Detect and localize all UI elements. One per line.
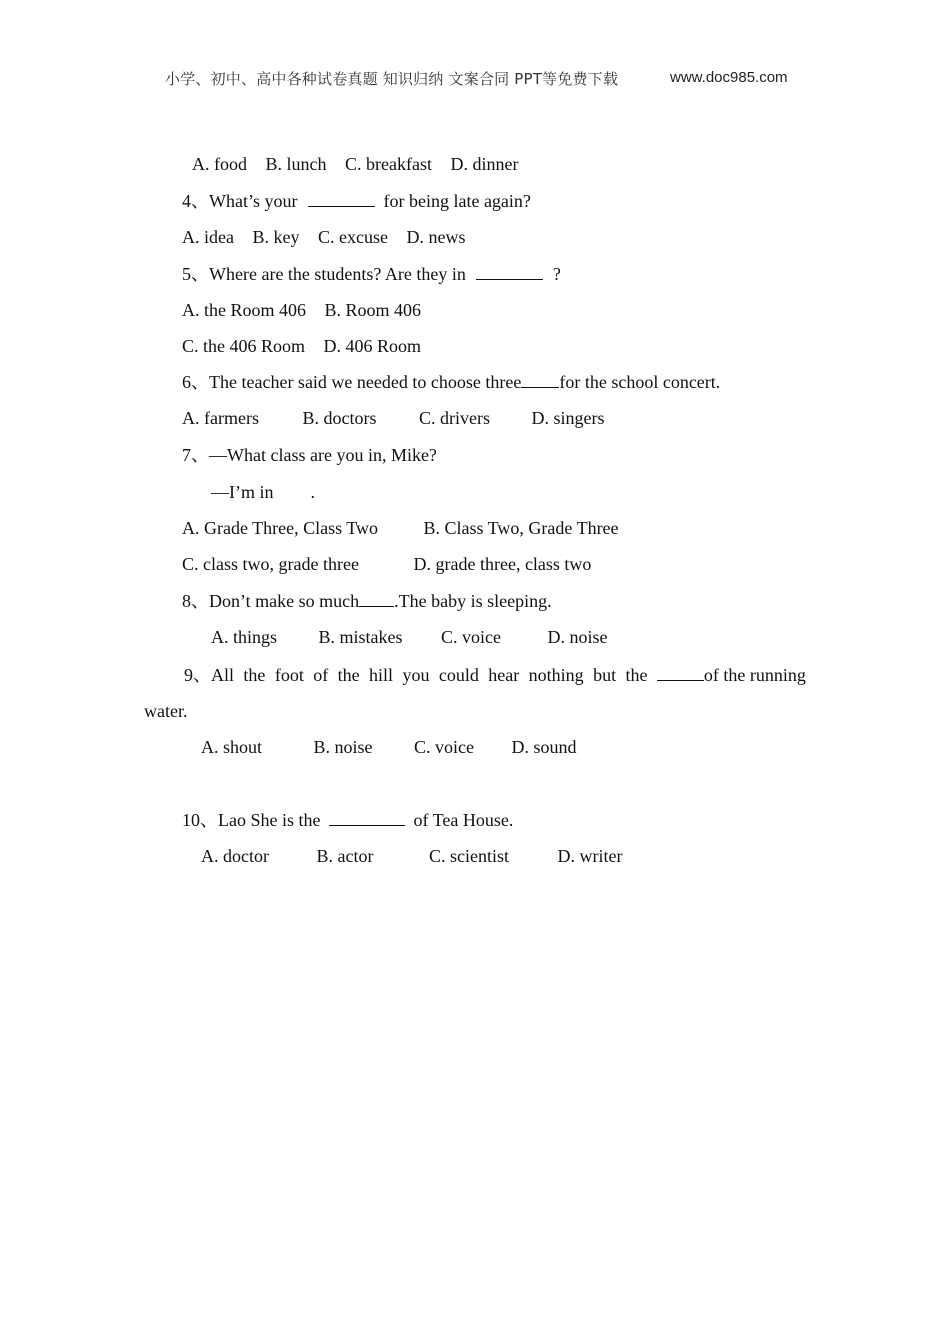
q9-word: the [625, 665, 648, 685]
q9-option-b: B. noise [313, 737, 373, 757]
q10-option-c: C. scientist [429, 846, 509, 866]
q5-options-row1 [182, 299, 421, 321]
q8-blank [359, 591, 394, 607]
q8-stem [182, 590, 552, 612]
q10-option-b: B. actor [316, 846, 374, 866]
q8-option-d: D. noise [547, 627, 608, 647]
q4-blank [308, 191, 375, 207]
q4-stem-after: for being late again? [383, 191, 531, 211]
q8-stem-before: 8、Don’t make so much [182, 591, 360, 611]
q3-option-a: A. food [192, 154, 247, 174]
q9-stem-tail: of the running [703, 665, 806, 685]
q3-option-c: C. breakfast [345, 154, 432, 174]
q9-word: hear [488, 665, 520, 685]
header-url[interactable]: www.doc985.com [670, 69, 788, 86]
q9-word: foot [274, 665, 304, 685]
q9-stem-continued: water. [144, 701, 188, 721]
q8-stem-after: .The baby is sleeping. [394, 591, 552, 611]
header-site-slogan: 小学、初中、高中各种试卷真题 知识归纳 文案合同 PPT等免费下载 [165, 70, 619, 88]
q9-word: hill [369, 665, 394, 685]
q5-option-d: D. 406 Room [323, 336, 422, 356]
q8-option-c: C. voice [441, 627, 501, 647]
q4-option-b: B. key [252, 227, 300, 247]
q5-option-b: B. Room 406 [324, 300, 422, 320]
q10-blank [329, 810, 405, 826]
q7-options-row2 [182, 553, 591, 575]
q4-option-a: A. idea [182, 227, 234, 247]
q5-blank [476, 264, 543, 280]
q10-stem-before: 10、Lao She is the [182, 810, 321, 830]
q6-blank [521, 372, 559, 388]
q9-word: could [438, 665, 479, 685]
q9-word: of [313, 665, 329, 685]
q5-options-row2 [182, 335, 421, 357]
q7-options-row1 [182, 517, 619, 539]
q7-answer [211, 481, 315, 503]
q9-word: 9、All [184, 665, 235, 685]
q8-options [211, 626, 608, 648]
q3-option-b: B. lunch [265, 154, 327, 174]
q9-option-d: D. sound [511, 737, 577, 757]
q5-stem-before: 5、Where are the students? Are they in [182, 264, 466, 284]
q5-option-a: A. the Room 406 [182, 300, 306, 320]
q7-answer-before: —I’m in [211, 482, 274, 502]
page-header [0, 68, 950, 90]
q3-options [192, 153, 518, 175]
q8-option-b: B. mistakes [318, 627, 403, 647]
q6-options [182, 407, 605, 429]
q7-option-a: A. Grade Three, Class Two [182, 518, 379, 538]
q9-blank [657, 665, 704, 681]
q9-word: the [243, 665, 266, 685]
q4-option-c: C. excuse [317, 227, 388, 247]
q9-word: but [593, 665, 617, 685]
q6-option-d: D. singers [531, 408, 605, 428]
q7-answer-after: . [310, 482, 315, 502]
q9-option-a: A. shout [201, 737, 263, 757]
q9-word: you [402, 665, 430, 685]
q4-options [182, 226, 465, 248]
q9-options [201, 736, 577, 758]
q7-option-b: B. Class Two, Grade Three [423, 518, 619, 538]
q5-option-c: C. the 406 Room [182, 336, 306, 356]
q7-option-c: C. class two, grade three [182, 554, 359, 574]
q10-stem-after: of Tea House. [413, 810, 514, 830]
q4-stem-before: 4、What’s your [182, 191, 298, 211]
q10-option-a: A. doctor [201, 846, 269, 866]
q9-word: nothing [528, 665, 584, 685]
q6-stem-after: for the school concert. [559, 372, 721, 392]
q3-option-d: D. dinner [450, 154, 519, 174]
q9-word: the [337, 665, 360, 685]
q5-stem [182, 263, 561, 285]
q4-option-d: D. news [406, 227, 466, 247]
q5-stem-after: ? [552, 264, 561, 284]
q7-stem: 7、—What class are you in, Mike? [182, 445, 437, 465]
q10-options [201, 845, 622, 867]
q6-stem-before: 6、The teacher said we needed to choose three [182, 372, 522, 392]
q7-option-d: D. grade three, class two [413, 554, 592, 574]
q10-stem [182, 809, 513, 831]
q6-stem [182, 371, 720, 393]
q9-option-c: C. voice [414, 737, 474, 757]
q4-stem [182, 190, 531, 212]
q8-option-a: A. things [211, 627, 278, 647]
q9-stem [184, 664, 806, 686]
q6-option-c: C. drivers [419, 408, 490, 428]
q6-option-b: B. doctors [302, 408, 377, 428]
q6-option-a: A. farmers [182, 408, 259, 428]
q9-blank-and-tail [657, 664, 806, 686]
q10-option-d: D. writer [557, 846, 623, 866]
